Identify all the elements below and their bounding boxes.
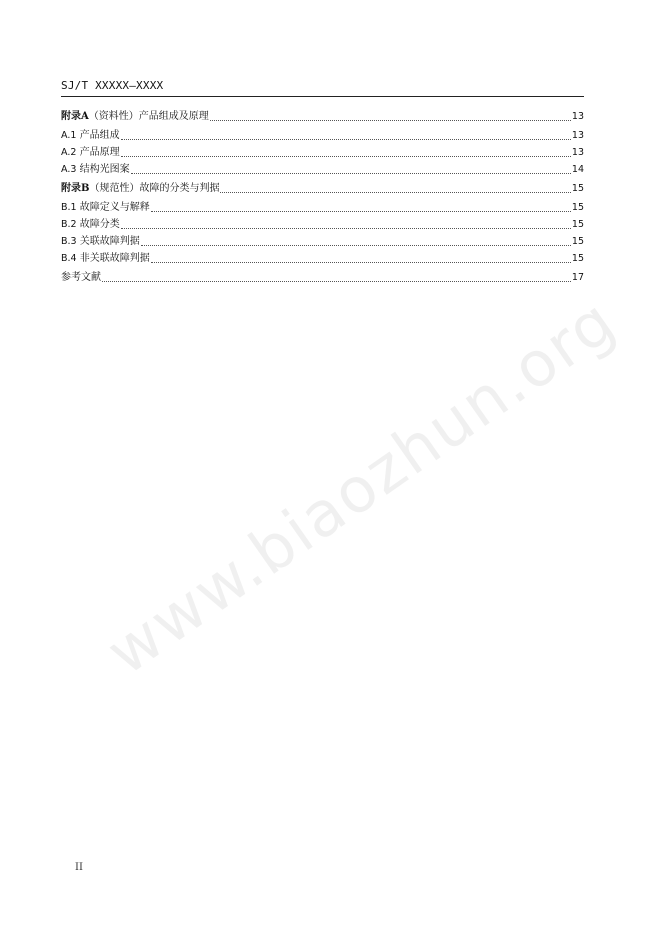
document-code: SJ/T XXXXX—XXXX <box>61 79 164 92</box>
table-of-contents <box>61 106 584 284</box>
toc-leader-dots <box>131 172 571 174</box>
toc-entry-prefix: A.2 <box>61 147 77 158</box>
toc-leader-dots <box>121 227 571 229</box>
toc-page-number: 15 <box>571 219 584 230</box>
toc-entry-title: （资料性）产品组成及原理 <box>88 111 209 122</box>
toc-entry-title: 故障定义与解释 <box>76 202 150 213</box>
toc-entry-label <box>61 202 150 214</box>
toc-entry-prefix: B.1 <box>61 202 77 213</box>
toc-page-number: 15 <box>571 183 584 194</box>
watermark: www.biaozhun.org <box>93 283 629 690</box>
toc-entry-prefix: B.3 <box>61 236 77 247</box>
toc-entry-b4[interactable] <box>61 248 584 265</box>
toc-leader-dots <box>151 261 571 263</box>
toc-entry-label <box>61 164 130 176</box>
toc-entry-a2[interactable] <box>61 142 584 159</box>
toc-leader-dots <box>210 119 571 121</box>
page-folio: II <box>75 862 83 873</box>
toc-page-number: 15 <box>571 202 584 213</box>
toc-entry-prefix: 附录A <box>61 111 89 122</box>
toc-leader-dots <box>220 191 570 193</box>
toc-entry-label <box>61 253 150 265</box>
toc-leader-dots <box>121 138 571 140</box>
toc-entry-label <box>61 147 120 159</box>
toc-entry-b2[interactable] <box>61 214 584 231</box>
toc-entry-title: 产品原理 <box>76 147 120 158</box>
toc-page-number: 17 <box>571 272 584 283</box>
toc-entry-references[interactable] <box>61 267 584 284</box>
toc-leader-dots <box>141 244 571 246</box>
toc-leader-dots <box>151 210 571 212</box>
toc-entry-title: （规范性）故障的分类与判据 <box>89 183 220 194</box>
toc-page-number: 13 <box>571 147 584 158</box>
toc-entry-prefix: 附录B <box>61 183 90 194</box>
toc-page-number: 15 <box>571 253 584 264</box>
toc-entry-b3[interactable] <box>61 231 584 248</box>
toc-entry-prefix: B.4 <box>61 253 77 264</box>
toc-entry-title: 结构光图案 <box>76 164 130 175</box>
toc-entry-b1[interactable] <box>61 197 584 214</box>
toc-page-number: 14 <box>571 164 584 175</box>
toc-entry-a1[interactable] <box>61 125 584 142</box>
toc-entry-label <box>61 183 219 195</box>
toc-entry-a3[interactable] <box>61 159 584 176</box>
toc-page-number: 15 <box>571 236 584 247</box>
toc-entry-prefix: B.2 <box>61 219 77 230</box>
toc-entry-title: 非关联故障判据 <box>76 253 150 264</box>
toc-entry-appendix-a[interactable] <box>61 106 584 123</box>
toc-entry-title: 故障分类 <box>76 219 120 230</box>
toc-entry-title: 关联故障判据 <box>76 236 140 247</box>
toc-entry-prefix: A.1 <box>61 130 77 141</box>
toc-entry-title: 产品组成 <box>76 130 120 141</box>
toc-entry-label <box>61 236 140 248</box>
toc-leader-dots <box>121 155 571 157</box>
toc-entry-appendix-b[interactable] <box>61 178 584 195</box>
header-rule <box>61 96 584 97</box>
toc-entry-label <box>61 130 120 142</box>
toc-entry-label <box>61 272 101 284</box>
toc-page-number: 13 <box>571 111 584 122</box>
toc-page-number: 13 <box>571 130 584 141</box>
toc-entry-prefix: A.3 <box>61 164 77 175</box>
toc-entry-title: 参考文献 <box>61 272 101 283</box>
toc-leader-dots <box>102 280 571 282</box>
toc-entry-label <box>61 111 209 123</box>
toc-entry-label <box>61 219 120 231</box>
